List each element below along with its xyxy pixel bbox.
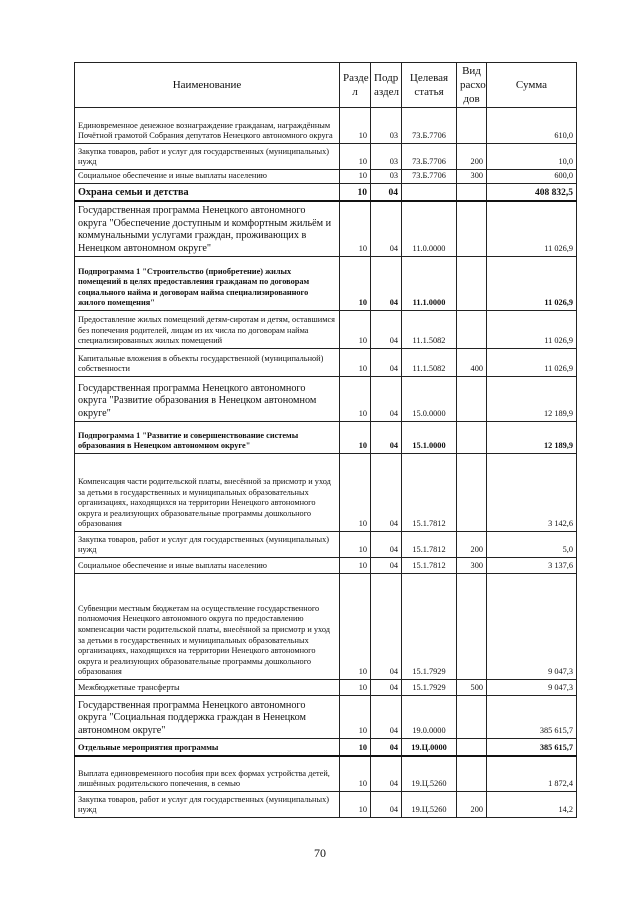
table-row xyxy=(75,558,577,574)
table-row xyxy=(75,696,577,739)
row-vid xyxy=(457,696,487,739)
row-vid xyxy=(457,201,487,257)
row-vid: 200 xyxy=(457,792,487,818)
row-razdel: 10 xyxy=(340,108,371,144)
row-podrazdel: 03 xyxy=(371,108,402,144)
row-podrazdel: 04 xyxy=(371,257,402,311)
page-number: 70 xyxy=(314,846,326,860)
table-row xyxy=(75,144,577,170)
row-name: Субвенции местным бюджетам на осуществление государственного полномочия Ненецкого автономного округа по предоставлению компенсации части родительской платы, внесённой за присмотр и уход за детьми в государственных и муниципальных образовательных организациях, находящихся на территории Ненецкого автономного округа и реализующих образовательные программы дошкольного образования xyxy=(75,574,340,680)
row-name: Компенсация части родительской платы, внесённой за присмотр и уход за детьми в государственных и муниципальных образовательных организациях, находящихся на территории Ненецкого автономного округа и реализующих образовательные программы дошкольного образования xyxy=(75,454,340,532)
table-row xyxy=(75,108,577,144)
row-razdel: 10 xyxy=(340,349,371,377)
row-vid: 200 xyxy=(457,144,487,170)
table-row xyxy=(75,756,577,792)
header-podrazdel: Подр аздел xyxy=(371,63,402,108)
row-statya: 15.1.7812 xyxy=(402,532,457,558)
row-statya: 15.1.7929 xyxy=(402,574,457,680)
row-vid xyxy=(457,184,487,201)
row-summa: 408 832,5 xyxy=(487,184,577,201)
row-razdel: 10 xyxy=(340,377,371,422)
row-statya: 19.Ц.5260 xyxy=(402,756,457,792)
row-podrazdel: 04 xyxy=(371,680,402,696)
row-podrazdel: 04 xyxy=(371,739,402,756)
row-statya: 15.1.7812 xyxy=(402,454,457,532)
row-name: Государственная программа Ненецкого автономного округа "Социальная поддержка граждан в Ненецком автономном округе" xyxy=(75,696,340,739)
row-razdel: 10 xyxy=(340,558,371,574)
row-razdel: 10 xyxy=(340,680,371,696)
header-row xyxy=(75,63,577,108)
row-statya: 15.1.0000 xyxy=(402,422,457,454)
row-podrazdel: 04 xyxy=(371,792,402,818)
header-vid: Вид расхо дов xyxy=(457,63,487,108)
row-podrazdel: 04 xyxy=(371,377,402,422)
table-row xyxy=(75,170,577,184)
row-razdel: 10 xyxy=(340,422,371,454)
header-razdel: Разде л xyxy=(340,63,371,108)
header-statya: Целевая статья xyxy=(402,63,457,108)
row-razdel: 10 xyxy=(340,574,371,680)
row-podrazdel: 04 xyxy=(371,349,402,377)
row-statya: 15.1.7812 xyxy=(402,558,457,574)
row-podrazdel: 03 xyxy=(371,144,402,170)
header-summa: Сумма xyxy=(487,63,577,108)
row-name: Единовременное денежное вознаграждение гражданам, награждённым Почётной грамотой Собрания депутатов Ненецкого автономного округа xyxy=(75,108,340,144)
row-name: Социальное обеспечение и иные выплаты населению xyxy=(75,558,340,574)
table-row xyxy=(75,739,577,756)
header-name: Наименование xyxy=(75,63,340,108)
row-name: Подпрограмма 1 "Развитие и совершенствование системы образования в Ненецком автономном округе" xyxy=(75,422,340,454)
row-statya xyxy=(402,184,457,201)
row-podrazdel: 04 xyxy=(371,756,402,792)
row-summa: 9 047,3 xyxy=(487,574,577,680)
row-podrazdel: 04 xyxy=(371,422,402,454)
table-row xyxy=(75,422,577,454)
row-podrazdel: 04 xyxy=(371,532,402,558)
table-row xyxy=(75,257,577,311)
budget-table xyxy=(74,62,577,818)
row-razdel: 10 xyxy=(340,739,371,756)
row-summa: 12 189,9 xyxy=(487,377,577,422)
row-statya: 73.Б.7706 xyxy=(402,108,457,144)
table-row xyxy=(75,201,577,257)
row-name: Социальное обеспечение и иные выплаты населению xyxy=(75,170,340,184)
row-summa: 385 615,7 xyxy=(487,739,577,756)
row-summa: 12 189,9 xyxy=(487,422,577,454)
row-vid: 500 xyxy=(457,680,487,696)
table-row xyxy=(75,574,577,680)
row-podrazdel: 04 xyxy=(371,184,402,201)
row-summa: 14,2 xyxy=(487,792,577,818)
table-row xyxy=(75,532,577,558)
row-vid: 400 xyxy=(457,349,487,377)
row-summa: 11 026,9 xyxy=(487,311,577,349)
row-statya: 11.0.0000 xyxy=(402,201,457,257)
row-statya: 73.Б.7706 xyxy=(402,144,457,170)
row-vid xyxy=(457,108,487,144)
row-statya: 19.Ц.0000 xyxy=(402,739,457,756)
row-statya: 19.Ц.5260 xyxy=(402,792,457,818)
row-podrazdel: 04 xyxy=(371,558,402,574)
row-vid xyxy=(457,756,487,792)
row-vid: 300 xyxy=(457,170,487,184)
row-summa: 10,0 xyxy=(487,144,577,170)
row-razdel: 10 xyxy=(340,144,371,170)
row-statya: 15.1.7929 xyxy=(402,680,457,696)
row-name: Закупка товаров, работ и услуг для государственных (муниципальных) нужд xyxy=(75,792,340,818)
row-razdel: 10 xyxy=(340,201,371,257)
table-row xyxy=(75,349,577,377)
row-razdel: 10 xyxy=(340,792,371,818)
table-row xyxy=(75,377,577,422)
row-razdel: 10 xyxy=(340,311,371,349)
row-vid: 200 xyxy=(457,532,487,558)
row-summa: 600,0 xyxy=(487,170,577,184)
row-summa: 610,0 xyxy=(487,108,577,144)
row-summa: 3 142,6 xyxy=(487,454,577,532)
row-razdel: 10 xyxy=(340,170,371,184)
row-summa: 3 137,6 xyxy=(487,558,577,574)
row-name: Межбюджетные трансферты xyxy=(75,680,340,696)
row-statya: 73.Б.7706 xyxy=(402,170,457,184)
row-vid: 300 xyxy=(457,558,487,574)
row-summa: 385 615,7 xyxy=(487,696,577,739)
row-statya: 11.1.5082 xyxy=(402,349,457,377)
row-podrazdel: 03 xyxy=(371,170,402,184)
row-statya: 19.0.0000 xyxy=(402,696,457,739)
row-name: Государственная программа Ненецкого автономного округа "Развитие образования в Ненецком автономном округе" xyxy=(75,377,340,422)
row-podrazdel: 04 xyxy=(371,311,402,349)
table-row xyxy=(75,311,577,349)
row-vid xyxy=(457,574,487,680)
row-vid xyxy=(457,377,487,422)
row-name: Подпрограмма 1 "Строительство (приобретение) жилых помещений в целях предоставления гражданам по договорам социального найма и договорам найма специализированного жилого помещения" xyxy=(75,257,340,311)
row-name: Закупка товаров, работ и услуг для государственных (муниципальных) нужд xyxy=(75,532,340,558)
row-razdel: 10 xyxy=(340,532,371,558)
table-row xyxy=(75,792,577,818)
row-name: Отдельные мероприятия программы xyxy=(75,739,340,756)
row-name: Предоставление жилых помещений детям-сиротам и детям, оставшимся без попечения родителей, лицам из их числа по договорам найма специализированных жилых помещений xyxy=(75,311,340,349)
row-name: Охрана семьи и детства xyxy=(75,184,340,201)
row-podrazdel: 04 xyxy=(371,454,402,532)
row-razdel: 10 xyxy=(340,696,371,739)
row-summa: 11 026,9 xyxy=(487,201,577,257)
row-statya: 15.0.0000 xyxy=(402,377,457,422)
row-name: Государственная программа Ненецкого автономного округа "Обеспечение доступным и комфортным жильём и коммунальными услугами граждан, проживающих в Ненецком автономном округе" xyxy=(75,201,340,257)
row-vid xyxy=(457,739,487,756)
row-statya: 11.1.0000 xyxy=(402,257,457,311)
row-vid xyxy=(457,311,487,349)
row-razdel: 10 xyxy=(340,756,371,792)
row-name: Выплата единовременного пособия при всех формах устройства детей, лишённых родительского попечения, в семью xyxy=(75,756,340,792)
row-razdel: 10 xyxy=(340,184,371,201)
row-razdel: 10 xyxy=(340,454,371,532)
row-razdel: 10 xyxy=(340,257,371,311)
row-podrazdel: 04 xyxy=(371,201,402,257)
row-summa: 1 872,4 xyxy=(487,756,577,792)
row-name: Закупка товаров, работ и услуг для государственных (муниципальных) нужд xyxy=(75,144,340,170)
table-row xyxy=(75,680,577,696)
section-row xyxy=(75,184,577,201)
row-vid xyxy=(457,454,487,532)
row-podrazdel: 04 xyxy=(371,574,402,680)
row-vid xyxy=(457,257,487,311)
row-summa: 11 026,9 xyxy=(487,349,577,377)
row-summa: 9 047,3 xyxy=(487,680,577,696)
row-statya: 11.1.5082 xyxy=(402,311,457,349)
row-summa: 5,0 xyxy=(487,532,577,558)
row-vid xyxy=(457,422,487,454)
row-summa: 11 026,9 xyxy=(487,257,577,311)
row-name: Капитальные вложения в объекты государственной (муниципальной) собственности xyxy=(75,349,340,377)
table-row xyxy=(75,454,577,532)
row-podrazdel: 04 xyxy=(371,696,402,739)
